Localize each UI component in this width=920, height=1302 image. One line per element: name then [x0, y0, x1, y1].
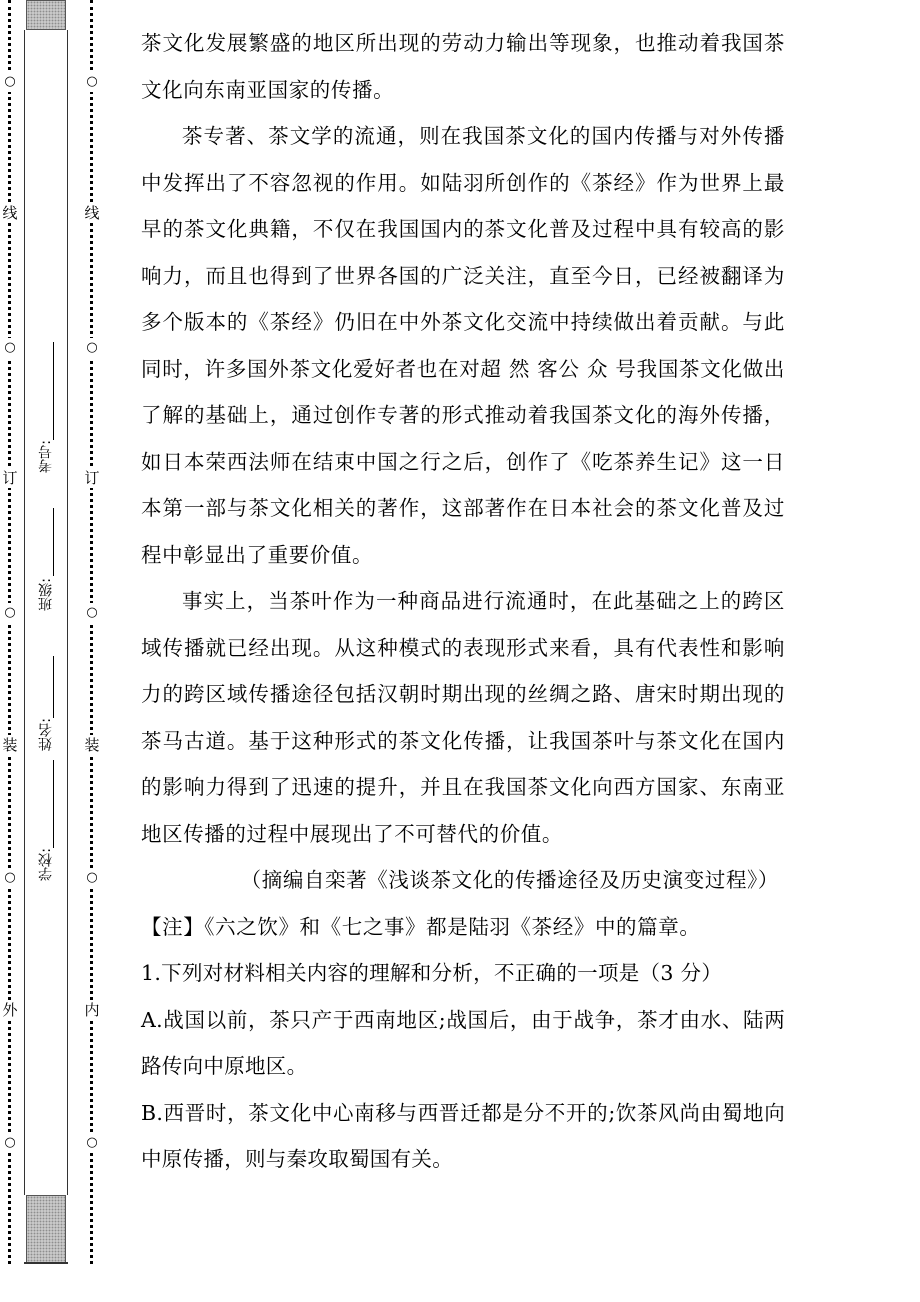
passage-note: 【注】《六之饮》和《七之事》都是陆羽《茶经》中的篇章。: [141, 914, 701, 939]
binding-shaded-block-bottom: [26, 1195, 66, 1264]
outer-circle-marker: ○: [0, 868, 20, 888]
binding-band-base: [24, 1262, 68, 1264]
inner-marker-nei: 内: [82, 1000, 102, 1020]
inner-marker-zhuang: 装: [82, 735, 102, 755]
inner-marker-xian: 线: [82, 203, 102, 223]
exam-number-line: [53, 342, 54, 440]
question-option-b: B.西晋时，茶文化中心南移与西晋迁都是分不开的;饮茶风尚由蜀地向中原传播，则与秦攻取蜀国有关。: [141, 1100, 785, 1171]
exam-number-label: 考号:: [38, 440, 54, 473]
class-line: [53, 508, 54, 576]
binding-shaded-block-top: [26, 0, 66, 30]
inner-circle-marker: ○: [82, 1133, 102, 1153]
outer-marker-wai: 外: [0, 1000, 20, 1020]
outer-marker-ding: 订: [0, 468, 20, 488]
passage-content: [141, 20, 785, 1183]
name-line: [53, 656, 54, 718]
school-label: 学校:: [38, 848, 54, 881]
outer-circle-marker: ○: [0, 603, 20, 623]
outer-circle-marker: ○: [0, 72, 20, 92]
class-label: 班级:: [38, 578, 54, 611]
passage-paragraph-3: 事实上，当茶叶作为一种商品进行流通时，在此基础之上的跨区域传播就已经出现。从这种模式的表现形式来看，具有代表性和影响力的跨区域传播途径包括汉朝时期出现的丝绸之路、唐宋时期出现的茶马古道。基于这种形式的茶文化传播，让我国茶叶与茶文化在国内的影响力得到了迅速的提升，并且在我国茶文化向西方国家、东南亚地区传播的过程中展现出了不可替代的价值。: [141, 589, 785, 846]
question-stem: 1.下列对材料相关内容的理解和分析，不正确的一项是（3 分）: [141, 961, 723, 985]
class-field[interactable]: [34, 578, 58, 698]
inner-marker-ding: 订: [82, 468, 102, 488]
outer-dotted-line: [8, 0, 11, 1264]
passage-source: （摘编自栾著《浅谈茶文化的传播途径及历史演变过程》）: [240, 868, 779, 892]
inner-dotted-line: [90, 0, 93, 1264]
passage-paragraph-2: 茶专著、茶文学的流通，则在我国茶文化的国内传播与对外传播中发挥出了不容忽视的作用。如陆羽所创作的《茶经》作为世界上最早的茶文化典籍，不仅在我国国内的茶文化普及过程中具有较高的影响力，而且也得到了世界各国的广泛关注，直至今日，已经被翻译为多个版本的《茶经》仍旧在中外茶文化交流中持续做出着贡献。与此同时，许多国外茶文化爱好者也在对超 然 客公 众 号我国茶文化做出了解的基础上，通过创作专著的形式推动着我国茶文化的海外传播，如日本荣西法师在结束中国之行之后，创作了《吃茶养生记》这一日本第一部与茶文化相关的著作，这部著作在日本社会的茶文化普及过程中彰显出了重要价值。: [141, 124, 785, 567]
school-field[interactable]: [34, 848, 58, 888]
inner-circle-marker: ○: [82, 603, 102, 623]
question-option-a: A.战国以前，茶只产于西南地区;战国后，由于战争，茶才由水、陆两路传向中原地区。: [141, 1007, 785, 1078]
passage-paragraph-1: 茶文化发展繁盛的地区所出现的劳动力输出等现象，也推动着我国茶文化向东南亚国家的传播。: [141, 31, 785, 102]
exam-number-field[interactable]: [34, 440, 58, 600]
outer-marker-zhuang: 装: [0, 735, 20, 755]
inner-circle-marker: ○: [82, 338, 102, 358]
outer-circle-marker: ○: [0, 1133, 20, 1153]
outer-circle-marker: ○: [0, 338, 20, 358]
school-line: [53, 760, 54, 848]
outer-marker-xian: 线: [0, 203, 20, 223]
inner-circle-marker: ○: [82, 868, 102, 888]
name-field[interactable]: [34, 718, 58, 838]
name-label: 姓名:: [38, 718, 54, 751]
inner-circle-marker: ○: [82, 72, 102, 92]
binding-margin: [0, 0, 110, 1302]
